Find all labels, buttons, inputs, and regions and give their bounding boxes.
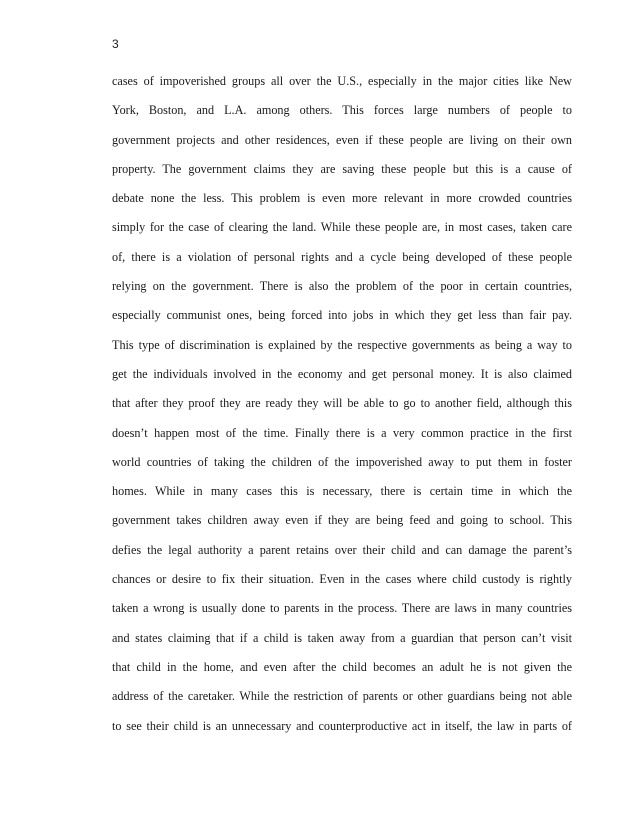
text-line: that child in the home, and even after the child becomes an adult he is not given the	[112, 659, 572, 674]
page-number: 3	[112, 37, 119, 51]
text-line: doesn’t happen most of the time. Finally there is a very common practice in the first	[112, 425, 572, 440]
text-line: York, Boston, and L.A. among others. This forces large numbers of people to	[112, 103, 572, 118]
text-line: and states claiming that if a child is taken away from a guardian that person can’t visit	[112, 630, 572, 645]
text-line: relying on the government. There is also the problem of the poor in certain countries,	[112, 279, 572, 294]
text-line: to see their child is an unnecessary and counterproductive act in itself, the law in parts of	[112, 718, 572, 733]
text-line: defies the legal authority a parent retains over their child and can damage the parent’s	[112, 542, 572, 557]
text-line: especially communist ones, being forced into jobs in which they get less than fair pay.	[112, 308, 572, 323]
text-line: chances or desire to fix their situation. Even in the cases where child custody is rightly	[112, 572, 572, 587]
text-line: This type of discrimination is explained by the respective governments as being a way to	[112, 337, 572, 352]
text-line: world countries of taking the children of the impoverished away to put them in foster	[112, 454, 572, 469]
text-line: homes. While in many cases this is necessary, there is certain time in which the	[112, 484, 572, 499]
text-line: debate none the less. This problem is even more relevant in more crowded countries	[112, 191, 572, 206]
text-line: government takes children away even if they are being feed and going to school. This	[112, 513, 572, 528]
text-line: simply for the case of clearing the land. While these people are, in most cases, taken care	[112, 220, 572, 235]
text-line: get the individuals involved in the economy and get personal money. It is also claimed	[112, 366, 572, 381]
body-text	[112, 67, 572, 741]
text-line: that after they proof they are ready they will be able to go to another field, although this	[112, 396, 572, 411]
text-line: of, there is a violation of personal rights and a cycle being developed of these people	[112, 249, 572, 264]
text-line: address of the caretaker. While the restriction of parents or other guardians being not able	[112, 689, 572, 704]
text-line: taken a wrong is usually done to parents in the process. There are laws in many countries	[112, 601, 572, 616]
text-line: cases of impoverished groups all over the U.S., especially in the major cities like New	[112, 74, 572, 88]
text-line: government projects and other residences, even if these people are living on their own	[112, 132, 572, 147]
text-line: property. The government claims they are saving these people but this is a cause of	[112, 161, 572, 176]
